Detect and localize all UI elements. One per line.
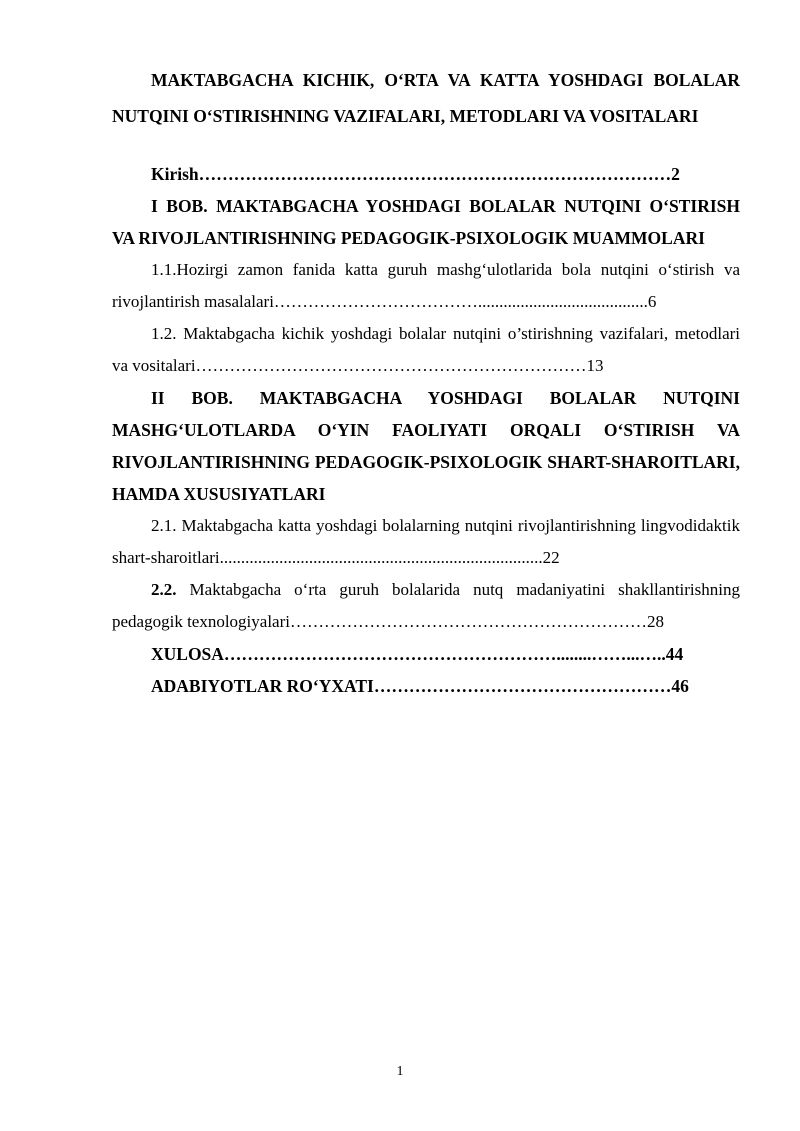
toc-chapter-1-heading: I BOB. MAKTABGACHA YOSHDAGI BOLALAR NUTQINI O‘STIRISH VA RIVOJLANTIRISHNING PEDAGOGIK-PSIXOLOGIK MUAMMOLARI [112, 196, 740, 248]
toc-references: ADABIYOTLAR RO‘YXATI……………………………………………46 [151, 676, 689, 696]
toc-section-1-2: 1.2. Maktabgacha kichik yoshdagi bolalar nutqini o’stirishning vazifalari, metodlari va vositalari……………………………………………………………13 [112, 324, 740, 375]
toc-section-2-2 [112, 574, 740, 638]
toc-section-2-2-text: Maktabgacha o‘rta guruh bolalarida nutq madaniyatini shakllantirishning pedagogik texnologiyalari………………………………………………………28 [112, 580, 740, 631]
toc-intro: Kirish………………………………………………………………………2 [151, 164, 680, 184]
page-number: 1 [396, 1064, 404, 1079]
document-title: MAKTABGACHA KICHIK, O‘RTA VA KATTA YOSHDAGI BOLALAR NUTQINI O‘STIRISHNING VAZIFALARI, METODLARI VA VOSITALARI [112, 70, 740, 126]
toc-section-2-2-number: 2.2. [151, 580, 177, 599]
toc-section-2-1: 2.1. Maktabgacha katta yoshdagi bolalarning nutqini rivojlantirishning lingvodidaktik shart-sharoitlari............................................................................22 [112, 516, 740, 567]
toc-conclusion: XULOSA…………………………………………………........……...…..44 [151, 644, 684, 664]
toc-chapter-2-heading: II BOB. MAKTABGACHA YOSHDAGI BOLALAR NUTQINI MASHG‘ULOTLARDA O‘YIN FAOLIYATI ORQALI O‘STIRISH VA RIVOJLANTIRISHNING PEDAGOGIK-PSIXOLOGIK SHART-SHAROITLARI, HAMDA XUSUSIYATLARI [112, 388, 740, 504]
document-page [112, 62, 740, 702]
toc-section-1-1: 1.1.Hozirgi zamon fanida katta guruh mashg‘ulotlarida bola nutqini o‘stirish va rivojlantirish masalalari………………………………........................................6 [112, 260, 740, 311]
